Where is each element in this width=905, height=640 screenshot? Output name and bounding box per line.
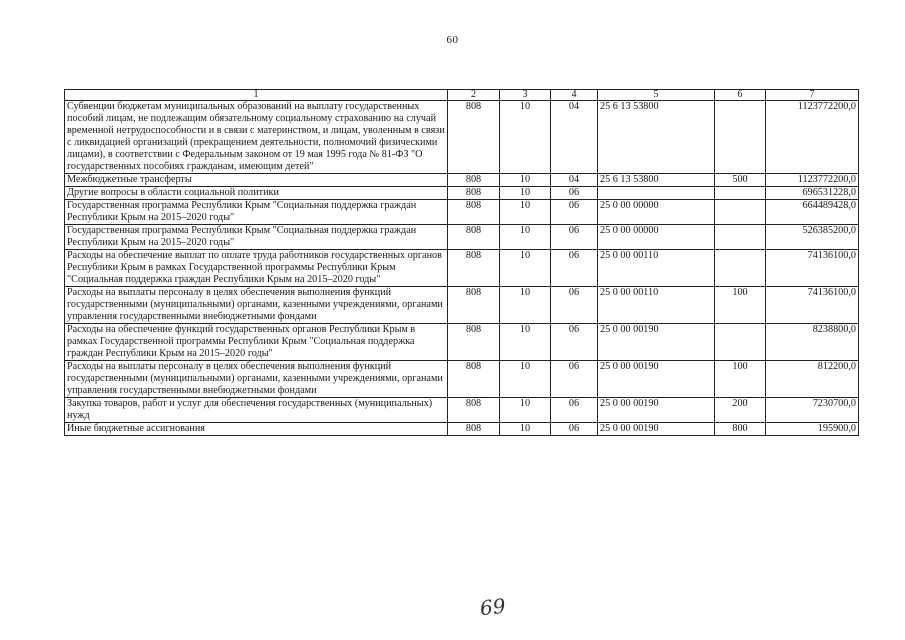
- amount: 74136100,0: [766, 287, 859, 324]
- subsection-code: 06: [551, 287, 598, 324]
- subsection-code: 06: [551, 398, 598, 423]
- amount: 1123772200,0: [766, 101, 859, 174]
- subsection-code: 06: [551, 324, 598, 361]
- target-article-code: 25 0 00 00190: [598, 398, 715, 423]
- table-row: [65, 101, 859, 174]
- target-article-code: 25 0 00 00110: [598, 250, 715, 287]
- table-header-row: [65, 90, 859, 101]
- column-header: 4: [551, 90, 598, 101]
- table-row: [65, 174, 859, 187]
- column-header: 7: [766, 90, 859, 101]
- expense-name: Субвенции бюджетам муниципальных образований на выплату государственных пособий лицам, не подлежащим обязательному социальному страхованию на случай временной нетрудоспособности и в связи с материнством, и лицам, уволенным в связи с ликвидацией организаций (прекращением деятельности, полномочий физическими лицами), в соответствии с Федеральным законом от 19 мая 1995 года № 81-ФЗ "О государственных пособиях гражданам, имеющим детей": [65, 101, 448, 174]
- section-code: 10: [500, 225, 551, 250]
- expense-type-code: [715, 324, 766, 361]
- column-header: 5: [598, 90, 715, 101]
- subsection-code: 06: [551, 423, 598, 436]
- amount: 8238800,0: [766, 324, 859, 361]
- target-article-code: 25 0 00 00190: [598, 423, 715, 436]
- amount: 526385200,0: [766, 225, 859, 250]
- subsection-code: 06: [551, 200, 598, 225]
- expense-type-code: 500: [715, 174, 766, 187]
- expense-name: Расходы на обеспечение функций государственных органов Республики Крым в рамках Государственной программы Республики Крым "Социальная поддержка граждан Республики Крым на 2015–2020 годы": [65, 324, 448, 361]
- subsection-code: 04: [551, 101, 598, 174]
- expense-name: Государственная программа Республики Крым "Социальная поддержка граждан Республики Крым на 2015–2020 годы": [65, 225, 448, 250]
- subsection-code: 06: [551, 250, 598, 287]
- amount: 7230700,0: [766, 398, 859, 423]
- target-article-code: 25 0 00 00000: [598, 225, 715, 250]
- section-code: 10: [500, 398, 551, 423]
- ministry-code: 808: [448, 423, 500, 436]
- amount: 812200,0: [766, 361, 859, 398]
- section-code: 10: [500, 200, 551, 225]
- page-number: 60: [446, 34, 459, 46]
- table-row: [65, 361, 859, 398]
- table-row: [65, 423, 859, 436]
- budget-table: [64, 89, 859, 436]
- table-row: [65, 250, 859, 287]
- amount: 664489428,0: [766, 200, 859, 225]
- expense-name: Межбюджетные трансферты: [65, 174, 448, 187]
- expense-name: Расходы на выплаты персоналу в целях обеспечения выполнения функций государственными (муниципальными) органами, казенными учреждениями, органами управления государственными внебюджетными фондами: [65, 361, 448, 398]
- section-code: 10: [500, 187, 551, 200]
- subsection-code: 06: [551, 225, 598, 250]
- target-article-code: 25 6 13 53800: [598, 174, 715, 187]
- target-article-code: 25 6 13 53800: [598, 101, 715, 174]
- ministry-code: 808: [448, 398, 500, 423]
- table-row: [65, 200, 859, 225]
- expense-name: Иные бюджетные ассигнования: [65, 423, 448, 436]
- amount: 74136100,0: [766, 250, 859, 287]
- amount: 1123772200,0: [766, 174, 859, 187]
- target-article-code: [598, 187, 715, 200]
- expense-name: Государственная программа Республики Крым "Социальная поддержка граждан Республики Крым на 2015–2020 годы": [65, 200, 448, 225]
- ministry-code: 808: [448, 287, 500, 324]
- target-article-code: 25 0 00 00110: [598, 287, 715, 324]
- amount: 195900,0: [766, 423, 859, 436]
- column-header: 3: [500, 90, 551, 101]
- ministry-code: 808: [448, 101, 500, 174]
- expense-type-code: 100: [715, 361, 766, 398]
- section-code: 10: [500, 287, 551, 324]
- column-header: 1: [65, 90, 448, 101]
- expense-type-code: [715, 250, 766, 287]
- expense-name: Закупка товаров, работ и услуг для обеспечения государственных (муниципальных) нужд: [65, 398, 448, 423]
- ministry-code: 808: [448, 174, 500, 187]
- section-code: 10: [500, 250, 551, 287]
- ministry-code: 808: [448, 187, 500, 200]
- section-code: 10: [500, 361, 551, 398]
- expense-type-code: 100: [715, 287, 766, 324]
- expense-type-code: [715, 225, 766, 250]
- expense-name: Расходы на обеспечение выплат по оплате труда работников государственных органов Республики Крым в рамках Государственной программы Республики Крым "Социальная поддержка граждан Республики Крым на 2015–2020 годы": [65, 250, 448, 287]
- expense-type-code: [715, 200, 766, 225]
- subsection-code: 04: [551, 174, 598, 187]
- ministry-code: 808: [448, 225, 500, 250]
- section-code: 10: [500, 174, 551, 187]
- target-article-code: 25 0 00 00000: [598, 200, 715, 225]
- expense-name: Другие вопросы в области социальной политики: [65, 187, 448, 200]
- section-code: 10: [500, 324, 551, 361]
- subsection-code: 06: [551, 361, 598, 398]
- ministry-code: 808: [448, 361, 500, 398]
- section-code: 10: [500, 423, 551, 436]
- amount: 696531228,0: [766, 187, 859, 200]
- expense-name: Расходы на выплаты персоналу в целях обеспечения выполнения функций государственными (муниципальными) органами, казенными учреждениями, органами управления государственными внебюджетными фондами: [65, 287, 448, 324]
- table-row: [65, 398, 859, 423]
- expense-type-code: [715, 101, 766, 174]
- column-header: 2: [448, 90, 500, 101]
- ministry-code: 808: [448, 250, 500, 287]
- ministry-code: 808: [448, 324, 500, 361]
- expense-type-code: 200: [715, 398, 766, 423]
- subsection-code: 06: [551, 187, 598, 200]
- table-row: [65, 324, 859, 361]
- handwritten-page-mark: 69: [478, 593, 507, 621]
- expense-type-code: 800: [715, 423, 766, 436]
- target-article-code: 25 0 00 00190: [598, 324, 715, 361]
- ministry-code: 808: [448, 200, 500, 225]
- expense-type-code: [715, 187, 766, 200]
- column-header: 6: [715, 90, 766, 101]
- target-article-code: 25 0 00 00190: [598, 361, 715, 398]
- table-row: [65, 187, 859, 200]
- table-row: [65, 225, 859, 250]
- table-row: [65, 287, 859, 324]
- section-code: 10: [500, 101, 551, 174]
